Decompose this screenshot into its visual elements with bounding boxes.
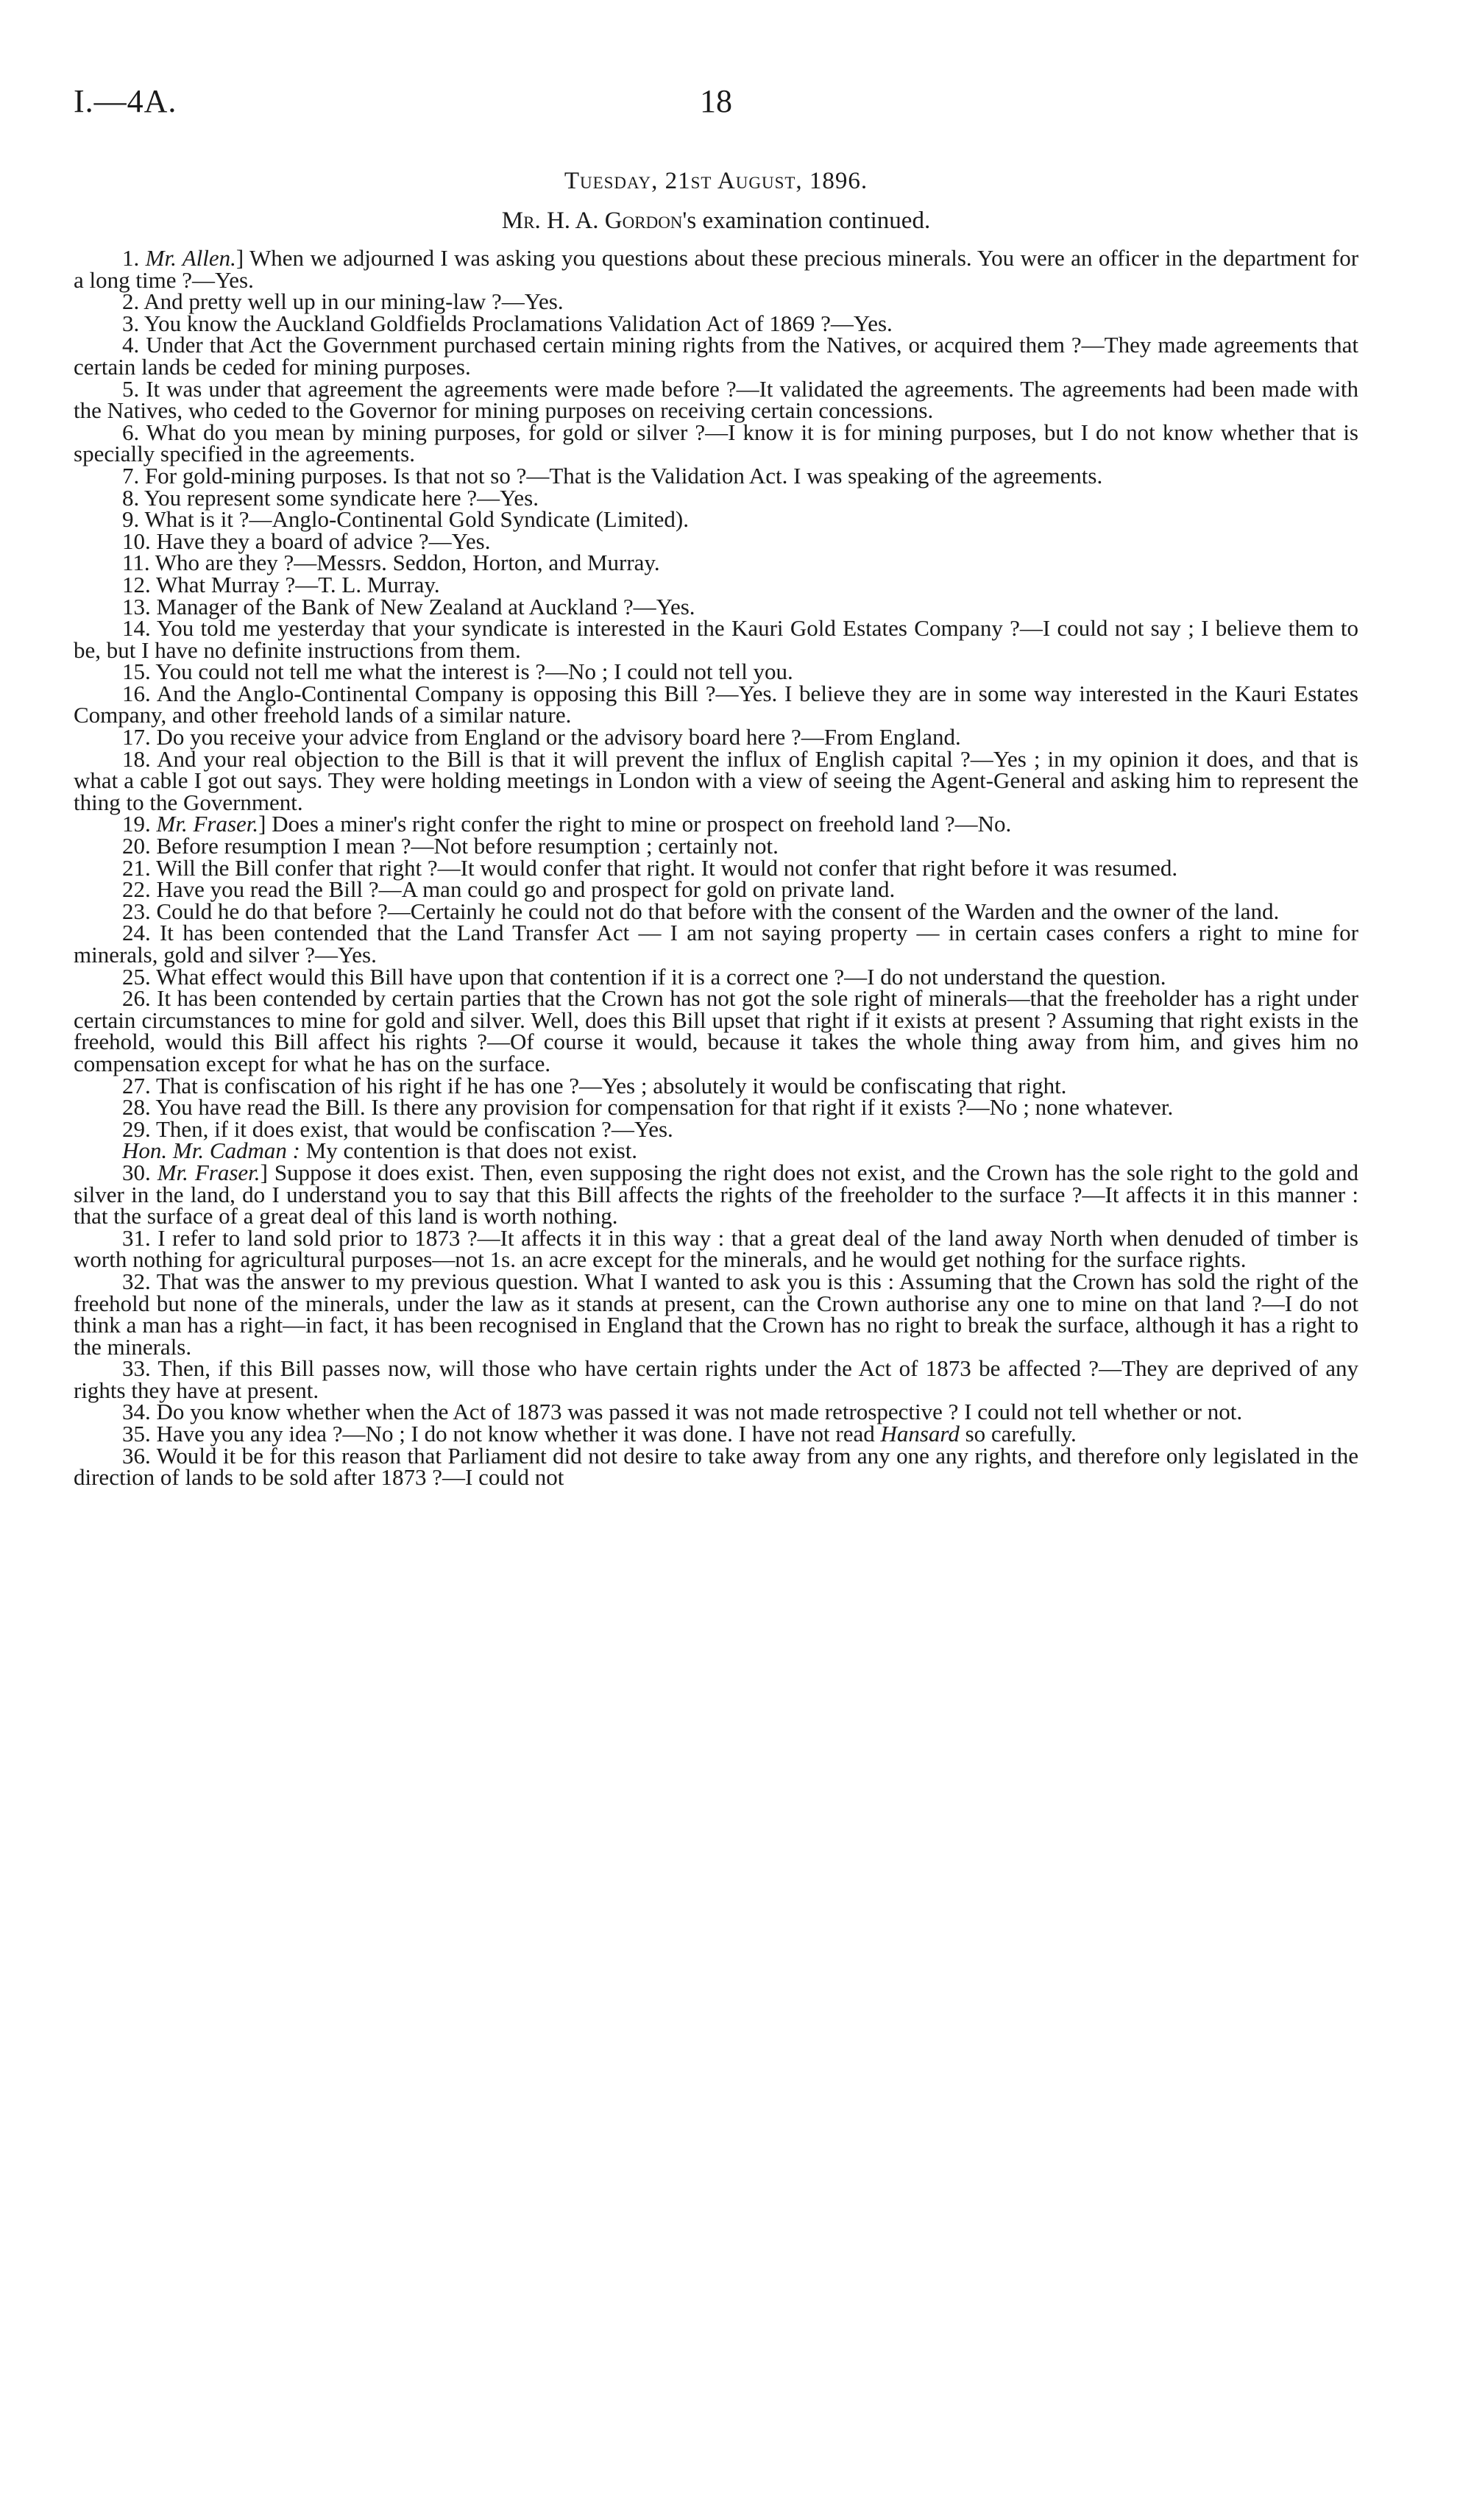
question-20: 20. Before resumption I mean ?—Not before resumption ; certainly not. <box>122 833 779 859</box>
interjection-cadman <box>74 1137 1358 1164</box>
question-21: 21. Will the Bill confer that right ?—It would confer that right. It would not confer that right before it was resumed. <box>122 854 1178 881</box>
question-2: 2. And pretty well up in our mining-law ?—Yes. <box>122 288 564 315</box>
testimony-body <box>74 245 1359 1491</box>
page-number: 18 <box>700 83 732 119</box>
speaker: Mr. Fraser. <box>157 1159 261 1185</box>
question-36: 36. Would it be for this reason that Parliament did not desire to take away from any one any rights, and therefore only legislated in the direction of lands to be sold after 1873 ?—I could not <box>74 1442 1358 1491</box>
question-31: 31. I refer to land sold prior to 1873 ?—It affects it in this way : that a great deal of the land away North when denuded of timber is worth nothing for agricultural purposes—not 1s. an acre except for the minerals, and he would get nothing for the surface rights. <box>74 1224 1358 1273</box>
session-date: Tuesday, 21st August, 1896. <box>564 168 868 194</box>
speaker: Hon. Mr. Cadman : <box>122 1137 300 1164</box>
question-28: 28. You have read the Bill. Is there any provision for compensation for that right if it exists ?—No ; none whatever. <box>122 1094 1174 1121</box>
document-page <box>74 0 1358 2520</box>
question-34: 34. Do you know whether when the Act of 1873 was passed it was not made retrospective ? I could not tell whether or not. <box>122 1399 1243 1425</box>
question-6: 6. What do you mean by mining purposes, for gold or silver ?—I know it is for mining purposes, but I do not know whether that is specially specified in the agreements. <box>74 419 1358 467</box>
question-29: 29. Then, if it does exist, that would be confiscation ?—Yes. <box>122 1115 673 1142</box>
question-24: 24. It has been contended that the Land Transfer Act — I am not saying property — in certain cases confers a right to mine for minerals, gold and silver ?—Yes. <box>74 920 1358 968</box>
question-12: 12. What Murray ?—T. L. Murray. <box>122 571 440 597</box>
para-tail: so carefully. <box>959 1421 1077 1447</box>
question-27: 27. That is confiscation of his right if he has one ?—Yes ; absolutely it would be confiscating that right. <box>122 1072 1067 1098</box>
question-19 <box>74 813 1358 835</box>
para-text: ] Does a miner's right confer the right to mine or prospect on freehold land ?—No. <box>258 811 1012 837</box>
page-header <box>74 82 1358 127</box>
para-lead: 1. <box>122 245 146 271</box>
witness-name: Mr. H. A. Gordon <box>501 207 683 234</box>
question-4: 4. Under that Act the Government purchased certain mining rights from the Natives, or acquired them ?—They made agreements that certain lands be ceded for mining purposes. <box>74 332 1358 380</box>
para-text: My contention is that does not exist. <box>300 1137 638 1164</box>
question-14: 14. You told me yesterday that your syndicate is interested in the Kauri Gold Estates Company ?—I could not say ; I believe them to be, but I have no definite instructions from them. <box>74 615 1358 663</box>
question-25: 25. What effect would this Bill have upon that contention if it is a correct one ?—I do not understand the question. <box>122 963 1166 990</box>
question-1 <box>74 247 1358 291</box>
question-35 <box>74 1423 1358 1445</box>
question-11: 11. Who are they ?—Messrs. Seddon, Horton, and Murray. <box>122 550 660 576</box>
heading-rest: 's examination continued. <box>682 207 931 234</box>
question-23: 23. Could he do that before ?—Certainly he could not do that before with the consent of the Warden and the owner of the land. <box>122 898 1280 924</box>
question-10: 10. Have they a board of advice ?—Yes. <box>122 528 491 554</box>
question-9: 9. What is it ?—Anglo-Continental Gold Syndicate (Limited). <box>122 506 689 533</box>
question-3: 3. You know the Auckland Goldfields Proclamations Validation Act of 1869 ?—Yes. <box>122 310 893 336</box>
question-16: 16. And the Anglo-Continental Company is opposing this Bill ?—Yes. I believe they are in some way interested in the Kauri Estates Company, and other freehold lands of a similar nature. <box>74 680 1358 728</box>
para-text: ] When we adjourned I was asking you questions about these precious minerals. You were an officer in the department for a long time ?—Yes. <box>74 245 1359 293</box>
question-5: 5. It was under that agreement the agreements were made before ?—It validated the agreements. The agreements had been made with the Natives, who ceded to the Governor for mining purposes on receiving certain concessions. <box>74 375 1358 424</box>
question-17: 17. Do you receive your advice from England or the advisory board here ?—From England. <box>122 724 961 750</box>
para-text: 35. Have you any idea ?—No ; I do not know whether it was done. I have not read <box>122 1421 881 1447</box>
speaker: Mr. Allen. <box>145 245 236 271</box>
question-33: 33. Then, if this Bill passes now, will those who have certain rights under the Act of 1873 be affected ?—They are deprived of any rights they have at present. <box>74 1355 1358 1403</box>
speaker: Mr. Fraser. <box>156 811 259 837</box>
question-18: 18. And your real objection to the Bill is that it will prevent the influx of English capital ?—Yes ; in my opinion it does, and that is what a cable I got out says. They were holding meetings in London with a view of seeing the Agent-General and asking him to represent the thing to the Government. <box>74 745 1358 815</box>
question-22: 22. Have you read the Bill ?—A man could go and prospect for gold on private land. <box>122 876 896 903</box>
document-reference: I.—4A. <box>74 83 177 119</box>
para-text: ] Suppose it does exist. Then, even supposing the right does not exist, and the Crown has the sole right to the gold and silver in the land, do I understand you to say that this Bill affects the rights of the freeholder to the surface ?—It affects it in this manner : that the surface of a great deal of this land is worth nothing. <box>74 1159 1359 1229</box>
question-30 <box>74 1159 1359 1229</box>
para-lead: 30. <box>122 1159 157 1185</box>
question-13: 13. Manager of the Bank of New Zealand at Auckland ?—Yes. <box>122 593 695 620</box>
question-32: 32. That was the answer to my previous question. What I wanted to ask you is this : Assuming that the Crown has sold the right of the freehold but none of the minerals, under the law as it stands at present, can the Crown authorise any one to mine on that land ?—I do not think a man has a right—in fact, it has been recognised in England that the Crown has no right to break the surface, although it has a right to the minerals. <box>74 1268 1358 1360</box>
question-26: 26. It has been contended by certain parties that the Crown has not got the sole right of minerals—that the freeholder has a right under certain circumstances to mine for gold and silver. Well, does this Bill upset that right if it exists at present ? Assuming that right exists in the freehold, would this Bill affect his rights ?—Of course it would, because it takes the whole thing away from him, and gives him no compensation except for what he has on the surface. <box>74 985 1358 1076</box>
examination-heading <box>74 207 1358 235</box>
question-8: 8. You represent some syndicate here ?—Yes. <box>122 484 539 511</box>
para-lead: 19. <box>122 811 157 837</box>
question-7: 7. For gold-mining purposes. Is that not so ?—That is the Validation Act. I was speaking of the agreements. <box>122 462 1103 489</box>
question-15: 15. You could not tell me what the interest is ?—No ; I could not tell you. <box>122 659 793 685</box>
hansard-reference: Hansard <box>880 1421 960 1447</box>
